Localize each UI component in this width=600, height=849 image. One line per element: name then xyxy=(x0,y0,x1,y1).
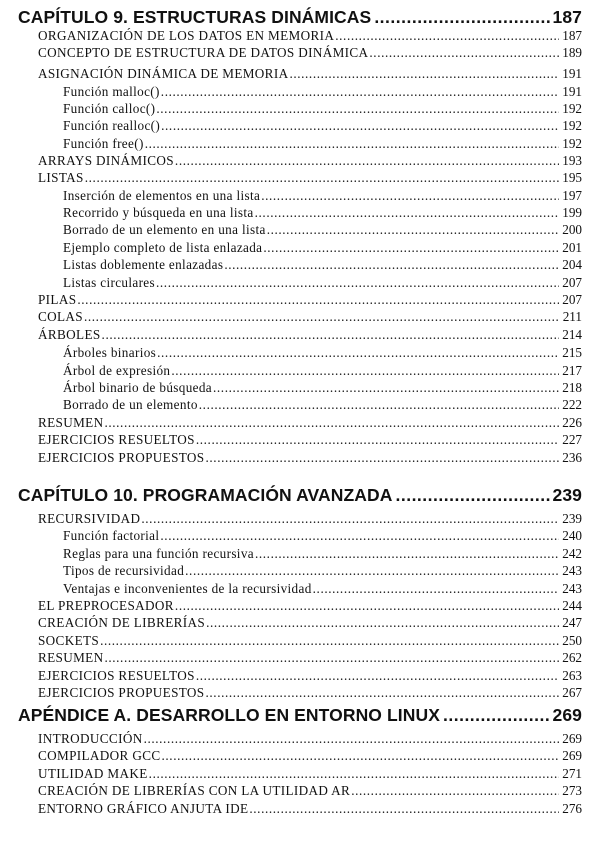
toc-section-entry[interactable] xyxy=(38,291,582,308)
entry-page-number: 207 xyxy=(562,291,582,307)
entry-label: Reglas para una función recursiva xyxy=(63,545,254,561)
entry-label: UTILIDAD MAKE xyxy=(38,765,148,781)
dot-leader xyxy=(395,484,549,506)
entry-page-number: 191 xyxy=(562,83,582,99)
entry-page-number: 226 xyxy=(562,414,582,430)
dot-leader xyxy=(145,135,559,152)
toc-subsection-entry[interactable] xyxy=(63,100,582,117)
entry-page-number: 240 xyxy=(562,527,582,543)
dot-leader xyxy=(175,152,559,169)
dot-leader xyxy=(335,27,559,44)
entry-label: Árbol de expresión xyxy=(63,362,171,378)
dot-leader xyxy=(196,431,559,448)
entry-label: PILAS xyxy=(38,291,77,307)
entry-label: INTRODUCCIÓN xyxy=(38,730,143,746)
entry-label: Función malloc() xyxy=(63,83,160,99)
dot-leader xyxy=(206,614,559,631)
entry-label: Recorrido y búsqueda en una lista xyxy=(63,204,254,220)
entry-page-number: 193 xyxy=(562,152,582,168)
entry-label: CREACIÓN DE LIBRERÍAS xyxy=(38,614,206,630)
toc-subsection-entry[interactable] xyxy=(63,362,582,379)
entry-label: Árbol binario de búsqueda xyxy=(63,379,213,395)
entry-label: EJERCICIOS RESUELTOS xyxy=(38,431,195,447)
dot-leader xyxy=(100,632,559,649)
toc-section-entry[interactable] xyxy=(38,414,582,431)
entry-page-number: 211 xyxy=(562,308,582,324)
entry-page-number: 192 xyxy=(562,135,582,151)
entry-label: Ejemplo completo de lista enlazada xyxy=(63,239,263,255)
entry-label: ÁRBOLES xyxy=(38,326,101,342)
entry-label: Borrado de un elemento xyxy=(63,396,198,412)
dot-leader xyxy=(206,449,560,466)
entry-label: Listas doblemente enlazadas xyxy=(63,256,224,272)
entry-label: Inserción de elementos en una lista xyxy=(63,187,261,203)
entry-label: Ventajas e inconvenientes de la recursividad xyxy=(63,580,312,596)
dot-leader xyxy=(161,117,559,134)
toc-section-entry[interactable] xyxy=(38,308,582,325)
entry-label: Tipos de recursividad xyxy=(63,562,185,578)
toc-subsection-entry[interactable] xyxy=(63,545,582,562)
entry-page-number: 247 xyxy=(562,614,582,630)
entry-label: EJERCICIOS RESUELTOS xyxy=(38,667,195,683)
entry-page-number: 192 xyxy=(562,117,582,133)
toc-section-entry[interactable] xyxy=(38,326,582,343)
toc-subsection-entry[interactable] xyxy=(63,562,582,579)
dot-leader xyxy=(185,562,559,579)
toc-section-entry[interactable] xyxy=(38,597,582,614)
dot-leader xyxy=(261,187,559,204)
toc-subsection-entry[interactable] xyxy=(63,83,582,100)
entry-page-number: 269 xyxy=(562,730,582,746)
toc-subsection-entry[interactable] xyxy=(63,256,582,273)
chapter-9-heading[interactable] xyxy=(18,6,582,28)
entry-label: SOCKETS xyxy=(38,632,100,648)
entry-page-number: 263 xyxy=(562,667,582,683)
dot-leader xyxy=(149,765,559,782)
dot-leader xyxy=(175,597,559,614)
entry-label: COMPILADOR GCC xyxy=(38,747,161,763)
entry-page-number: 250 xyxy=(562,632,582,648)
dot-leader xyxy=(249,800,559,817)
dot-leader xyxy=(206,684,560,701)
dot-leader xyxy=(196,667,559,684)
toc-section-entry[interactable] xyxy=(38,800,582,817)
dot-leader xyxy=(171,362,559,379)
entry-page-number: 191 xyxy=(562,65,582,81)
chapter-page-number: 187 xyxy=(552,7,582,27)
entry-label: RESUMEN xyxy=(38,649,104,665)
toc-section-entry[interactable] xyxy=(38,730,582,747)
toc-section-entry[interactable] xyxy=(38,44,582,61)
entry-page-number: 267 xyxy=(562,684,582,700)
dot-leader xyxy=(102,326,559,343)
dot-leader xyxy=(267,221,559,238)
entry-page-number: 217 xyxy=(562,362,582,378)
dot-leader xyxy=(160,527,559,544)
dot-leader xyxy=(162,747,559,764)
entry-page-number: 236 xyxy=(562,449,582,465)
entry-label: RESUMEN xyxy=(38,414,104,430)
chapter-title: CAPÍTULO 10. PROGRAMACIÓN AVANZADA xyxy=(18,485,393,505)
dot-leader xyxy=(213,379,559,396)
dot-leader xyxy=(199,396,559,413)
entry-page-number: 187 xyxy=(562,27,582,43)
toc-section-entry[interactable] xyxy=(38,169,582,186)
entry-page-number: 189 xyxy=(562,44,582,60)
toc-section-entry[interactable] xyxy=(38,649,582,666)
toc-section-entry[interactable] xyxy=(38,449,582,466)
entry-page-number: 262 xyxy=(562,649,582,665)
toc-section-entry[interactable] xyxy=(38,510,582,527)
dot-leader xyxy=(104,414,559,431)
dot-leader xyxy=(77,291,559,308)
dot-leader xyxy=(369,44,559,61)
dot-leader xyxy=(85,169,559,186)
entry-label: LISTAS xyxy=(38,169,84,185)
entry-page-number: 276 xyxy=(562,800,582,816)
entry-page-number: 192 xyxy=(562,100,582,116)
entry-label: ARRAYS DINÁMICOS xyxy=(38,152,174,168)
entry-page-number: 239 xyxy=(562,510,582,526)
toc-section-entry[interactable] xyxy=(38,747,582,764)
toc-section-entry[interactable] xyxy=(38,782,582,799)
toc-subsection-entry[interactable] xyxy=(63,396,582,413)
toc-subsection-entry[interactable] xyxy=(63,117,582,134)
entry-page-number: 269 xyxy=(562,747,582,763)
entry-label: RECURSIVIDAD xyxy=(38,510,141,526)
toc-section-entry[interactable] xyxy=(38,614,582,631)
entry-page-number: 215 xyxy=(562,344,582,360)
dot-leader xyxy=(313,580,559,597)
entry-label: Función realloc() xyxy=(63,117,161,133)
toc-subsection-entry[interactable] xyxy=(63,187,582,204)
entry-page-number: 214 xyxy=(562,326,582,342)
dot-leader xyxy=(255,204,559,221)
entry-label: Función free() xyxy=(63,135,144,151)
entry-label: EJERCICIOS PROPUESTOS xyxy=(38,449,205,465)
entry-label: ASIGNACIÓN DINÁMICA DE MEMORIA xyxy=(38,65,289,81)
entry-label: Función factorial xyxy=(63,527,160,543)
toc-section-entry[interactable] xyxy=(38,27,582,44)
toc-subsection-entry[interactable] xyxy=(63,204,582,221)
entry-page-number: 204 xyxy=(562,256,582,272)
toc-section-entry[interactable] xyxy=(38,152,582,169)
toc-subsection-entry[interactable] xyxy=(63,379,582,396)
entry-label: Listas circulares xyxy=(63,274,155,290)
entry-label: ENTORNO GRÁFICO ANJUTA IDE xyxy=(38,800,249,816)
entry-page-number: 218 xyxy=(562,379,582,395)
dot-leader xyxy=(144,730,559,747)
dot-leader xyxy=(156,100,559,117)
dot-leader xyxy=(351,782,559,799)
dot-leader xyxy=(443,704,550,726)
toc-subsection-entry[interactable] xyxy=(63,580,582,597)
entry-page-number: 243 xyxy=(562,562,582,578)
dot-leader xyxy=(161,83,559,100)
entry-page-number: 244 xyxy=(562,597,582,613)
entry-label: Función calloc() xyxy=(63,100,156,116)
entry-page-number: 200 xyxy=(562,221,582,237)
entry-page-number: 273 xyxy=(562,782,582,798)
dot-leader xyxy=(374,6,549,28)
entry-page-number: 222 xyxy=(562,396,582,412)
toc-subsection-entry[interactable] xyxy=(63,274,582,291)
dot-leader xyxy=(263,239,559,256)
entry-page-number: 227 xyxy=(562,431,582,447)
chapter-page-number: 269 xyxy=(552,705,582,725)
entry-page-number: 271 xyxy=(562,765,582,781)
entry-label: Borrado de un elemento en una lista xyxy=(63,221,266,237)
entry-label: COLAS xyxy=(38,308,83,324)
entry-page-number: 197 xyxy=(562,187,582,203)
toc-subsection-entry[interactable] xyxy=(63,135,582,152)
chapter-title: CAPÍTULO 9. ESTRUCTURAS DINÁMICAS xyxy=(18,7,372,27)
toc-section-entry[interactable] xyxy=(38,684,582,701)
entry-label: CREACIÓN DE LIBRERÍAS CON LA UTILIDAD AR xyxy=(38,782,351,798)
appendix-a-heading[interactable] xyxy=(18,704,582,726)
toc-subsection-entry[interactable] xyxy=(63,527,582,544)
toc-section-entry[interactable] xyxy=(38,667,582,684)
entry-label: Árboles binarios xyxy=(63,344,157,360)
toc-section-entry[interactable] xyxy=(38,632,582,649)
dot-leader xyxy=(255,545,559,562)
entry-page-number: 207 xyxy=(562,274,582,290)
entry-label: CONCEPTO DE ESTRUCTURA DE DATOS DINÁMICA xyxy=(38,44,369,60)
dot-leader xyxy=(104,649,559,666)
chapter-page-number: 239 xyxy=(552,485,582,505)
toc-section-entry[interactable] xyxy=(38,765,582,782)
dot-leader xyxy=(157,344,559,361)
toc-subsection-entry[interactable] xyxy=(63,221,582,238)
dot-leader xyxy=(289,65,559,82)
entry-label: ORGANIZACIÓN DE LOS DATOS EN MEMORIA xyxy=(38,27,335,43)
dot-leader xyxy=(156,274,559,291)
entry-label: EL PREPROCESADOR xyxy=(38,597,174,613)
toc-subsection-entry[interactable] xyxy=(63,344,582,361)
dot-leader xyxy=(141,510,559,527)
entry-page-number: 199 xyxy=(562,204,582,220)
dot-leader xyxy=(84,308,559,325)
chapter-10-heading[interactable] xyxy=(18,484,582,506)
entry-page-number: 243 xyxy=(562,580,582,596)
entry-page-number: 201 xyxy=(562,239,582,255)
chapter-title: APÉNDICE A. DESARROLLO EN ENTORNO LINUX xyxy=(18,705,440,725)
entry-page-number: 242 xyxy=(562,545,582,561)
toc-section-entry[interactable] xyxy=(38,431,582,448)
entry-label: EJERCICIOS PROPUESTOS xyxy=(38,684,205,700)
entry-page-number: 195 xyxy=(562,169,582,185)
toc-subsection-entry[interactable] xyxy=(63,239,582,256)
dot-leader xyxy=(224,256,559,273)
toc-section-entry[interactable] xyxy=(38,65,582,82)
